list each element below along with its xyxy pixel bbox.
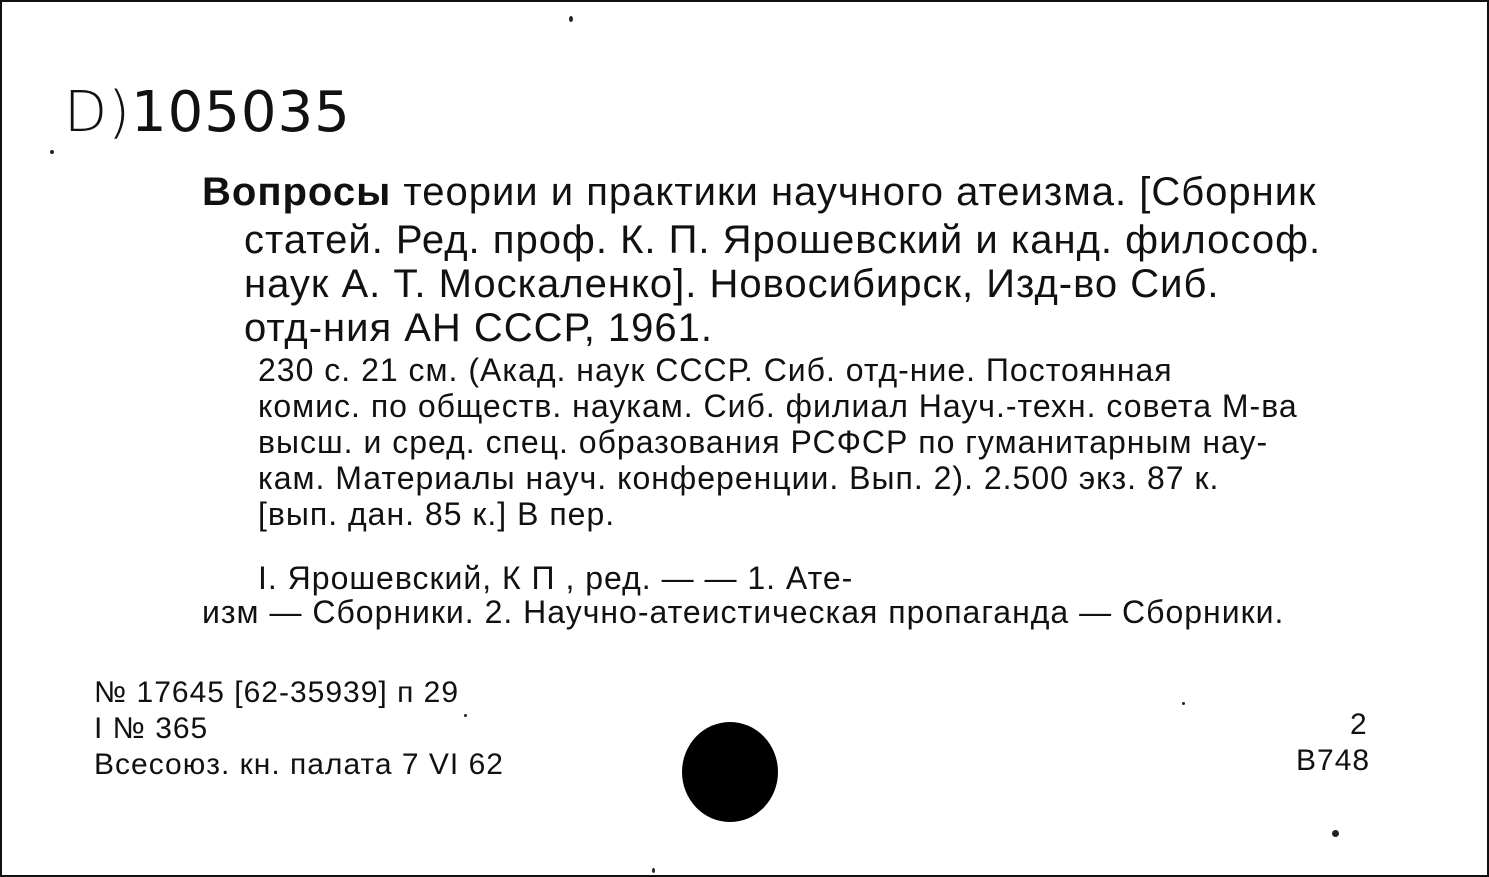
- title-line-3: наук А. Т. Москаленко]. Новосибирск, Изд-во Сиб.: [244, 262, 1220, 306]
- accession-number-text: 105035: [130, 80, 351, 145]
- footer-series-number: I № 365: [94, 712, 209, 745]
- speck-mark: [1182, 702, 1185, 705]
- title-line-2: статей. Ред. проф. К. П. Ярошевский и канд. философ.: [244, 218, 1322, 262]
- footer-classification: В748: [1296, 744, 1371, 777]
- d-stamp-icon: D): [64, 80, 131, 145]
- punch-hole: [682, 722, 778, 822]
- speck-mark: [464, 714, 467, 717]
- title-line-1-text: теории и практики научного атеизма. [Сборник: [391, 170, 1317, 214]
- footer-right-number: 2: [1350, 708, 1368, 741]
- accession-number: [64, 80, 351, 145]
- speck-mark: [1332, 830, 1339, 837]
- collation-line-5: [вып. дан. 85 к.] В пер.: [258, 496, 616, 532]
- speck-mark: [569, 16, 573, 22]
- footer-record-number: № 17645 [62-35939] п 29: [94, 676, 460, 709]
- speck-mark: [652, 868, 655, 873]
- collation-line-3: высш. и сред. спец. образования РСФСР по гуманитарным нау-: [258, 424, 1269, 460]
- title-line-4: отд-ния АН СССР, 1961.: [244, 306, 714, 350]
- footer-chamber-date: Всесоюз. кн. палата 7 VI 62: [94, 748, 504, 781]
- title-line-1: [202, 172, 1317, 212]
- speck-mark: [50, 150, 54, 154]
- collation-line-2: комис. по обществ. наукам. Сиб. филиал Науч.-техн. совета М-ва: [258, 388, 1298, 424]
- tracing-line-2: изм — Сборники. 2. Научно-атеистическая пропаганда — Сборники.: [202, 594, 1285, 630]
- collation-line-4: кам. Материалы науч. конференции. Вып. 2). 2.500 экз. 87 к.: [258, 460, 1220, 496]
- title-main-word: Вопросы: [202, 170, 392, 214]
- collation-line-1: 230 с. 21 см. (Акад. наук СССР. Сиб. отд-ние. Постоянная: [258, 352, 1173, 388]
- tracing-line-1: I. Ярошевский, К П , ред. — — 1. Ате-: [258, 560, 854, 596]
